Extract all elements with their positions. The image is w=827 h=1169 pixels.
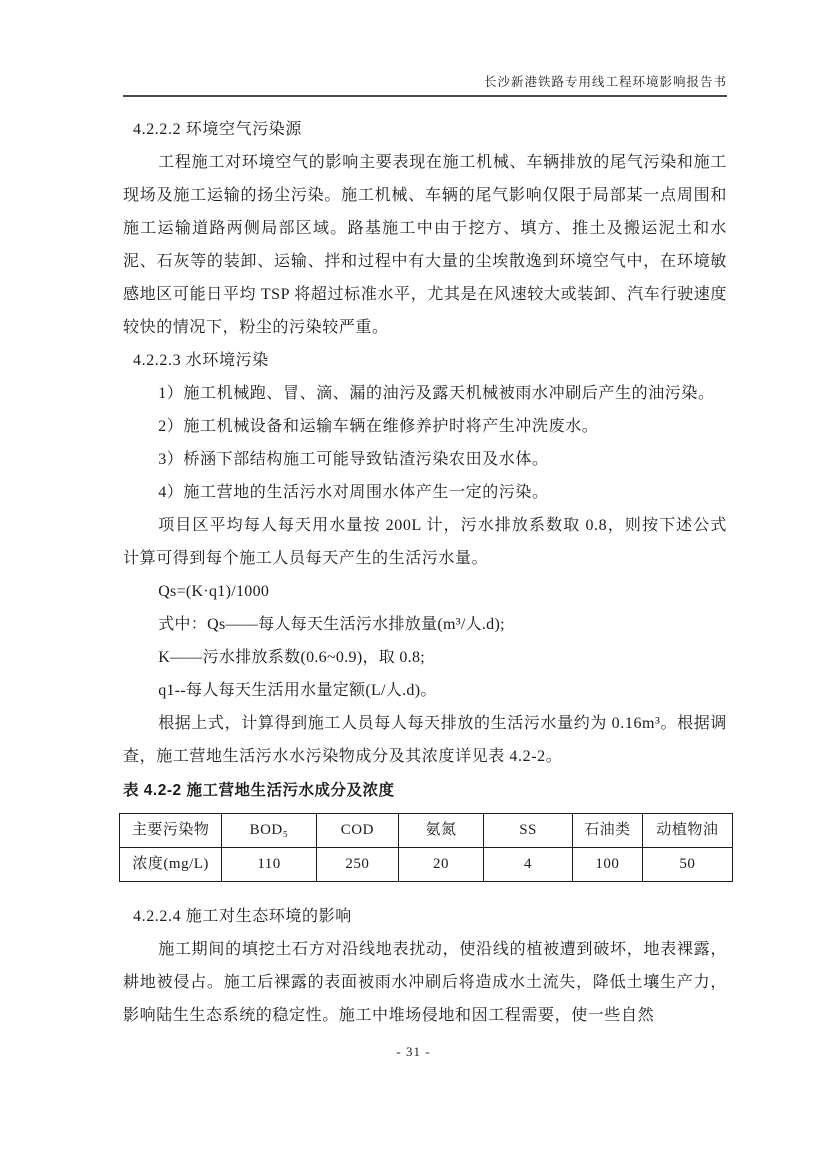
paragraph-air-pollution: 工程施工对环境空气的影响主要表现在施工机械、车辆排放的尾气污染和施工现场及施工运输的扬尘污染。施工机械、车辆的尾气影响仅限于局部某一点周围和施工运输道路两侧局部区域。路基施工中由于挖方、填方、推土及搬运泥土和水泥、石灰等的装卸、运输、拌和过程中有大量的尘埃散逸到环境空气中，在环境敏感地区可能日平均 TSP 将超过标准水平，尤其是在风速较大或装卸、汽车行驶速度较快的情况下，粉尘的污染较严重。 bbox=[123, 154, 727, 336]
pollutant-concentration-table bbox=[119, 813, 733, 882]
header-divider bbox=[123, 95, 727, 97]
table-caption: 表 4.2-2 施工营地生活污水成分及浓度 bbox=[123, 782, 395, 799]
table-cell: 50 bbox=[642, 848, 732, 882]
formula-term-k: K——污水排放系数(0.6~0.9)，取 0.8; bbox=[158, 649, 425, 666]
table-header-cell: 主要污染物 bbox=[120, 814, 222, 848]
page-number: - 31 - bbox=[396, 1044, 431, 1059]
section-heading-air-pollution: 4.2.2.2 环境空气污染源 bbox=[133, 121, 303, 138]
table-header-cell: BOD₅ bbox=[222, 814, 316, 848]
list-item-washing-wastewater: 2）施工机械设备和运输车辆在维修养护时将产生冲洗废水。 bbox=[158, 418, 599, 435]
table-header-cell: 动植物油 bbox=[642, 814, 732, 848]
list-item-domestic-sewage: 4）施工营地的生活污水对周围水体产生一定的污染。 bbox=[158, 484, 549, 501]
table-row bbox=[120, 848, 733, 882]
table-cell: 110 bbox=[222, 848, 316, 882]
paragraph-ecology-impact: 施工期间的填挖土石方对沿线地表扰动，使沿线的植被遭到破坏，地表裸露，耕地被侵占。施工后裸露的表面被雨水冲刷后将造成水土流失，降低土壤生产力，影响陆生生态系统的稳定性。施工中堆场侵地和因工程需要，使一些自然 bbox=[123, 941, 727, 1024]
table-cell: 浓度(mg/L) bbox=[120, 848, 222, 882]
table-header-cell: SS bbox=[484, 814, 573, 848]
table-header-row bbox=[120, 814, 733, 848]
paragraph-sewage-result: 根据上式，计算得到施工人员每人每天排放的生活污水量约为 0.16m³。根据调查，施工营地生活污水水污染物成分及其浓度详见表 4.2-2。 bbox=[123, 715, 727, 765]
formula-term-q1: q1--每人每天生活用水量定额(L/人.d)。 bbox=[158, 682, 437, 699]
document-body bbox=[123, 113, 727, 1032]
table-cell: 4 bbox=[484, 848, 573, 882]
list-item-drilling-residue: 3）桥涵下部结构施工可能导致钻渣污染农田及水体。 bbox=[158, 451, 549, 468]
section-heading-water-pollution: 4.2.2.3 水环境污染 bbox=[133, 352, 269, 369]
formula-qs: Qs=(K·q1)/1000 bbox=[158, 583, 270, 600]
table-header-cell: COD bbox=[316, 814, 398, 848]
table-header-cell: 石油类 bbox=[572, 814, 642, 848]
table-header-cell: 氨氮 bbox=[398, 814, 483, 848]
table-cell: 20 bbox=[398, 848, 483, 882]
paragraph-water-usage: 项目区平均每人每天用水量按 200L 计，污水排放系数取 0.8，则按下述公式计算可得到每个施工人员每天产生的生活污水量。 bbox=[123, 517, 727, 567]
formula-term-qs: 式中：Qs——每人每天生活污水排放量(m³/人.d); bbox=[158, 616, 505, 633]
page-header-title: 长沙新港铁路专用线工程环境影响报告书 bbox=[483, 75, 727, 89]
list-item-oil-pollution: 1）施工机械跑、冒、滴、漏的油污及露天机械被雨水冲刷后产生的油污染。 bbox=[158, 385, 715, 402]
table-cell: 250 bbox=[316, 848, 398, 882]
table-cell: 100 bbox=[572, 848, 642, 882]
section-heading-ecology: 4.2.2.4 施工对生态环境的影响 bbox=[133, 908, 352, 925]
